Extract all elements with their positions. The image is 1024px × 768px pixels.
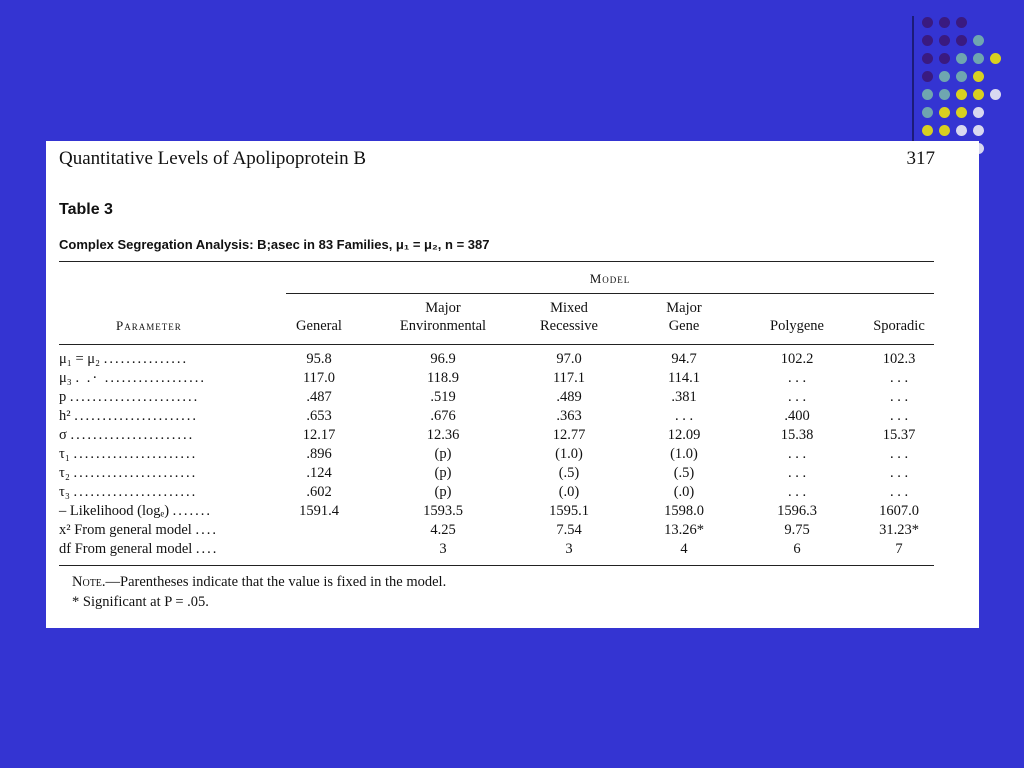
table-cell: . . .	[889, 408, 909, 424]
decorative-dot	[973, 125, 984, 136]
table-row	[46, 484, 979, 503]
parameter-name	[59, 446, 197, 463]
parameter-name	[59, 541, 218, 558]
table-cell: 15.37	[882, 427, 916, 443]
table-cell: 3	[439, 541, 447, 557]
parameter-label: μ₁ = μ₂	[59, 351, 101, 367]
column-header-major-environmental: Major Environmental	[399, 300, 487, 334]
page-number: 317	[906, 148, 935, 169]
dot-leader: ......................	[70, 427, 195, 443]
decorative-dot	[922, 125, 933, 136]
table-cell: .363	[556, 408, 582, 424]
decorative-dot	[939, 107, 950, 118]
table-caption: Complex Segregation Analysis: B;asec in 83 Families, μ₁ = μ₂, n = 387	[59, 237, 490, 252]
decorative-dot	[956, 89, 967, 100]
table-cell: (1.0)	[670, 446, 698, 462]
table-cell: 94.7	[671, 351, 697, 367]
table-cell: 9.75	[784, 522, 810, 538]
parameter-label: μ₃	[59, 370, 72, 386]
table-cell: (.5)	[673, 465, 695, 481]
table-cell: 6	[793, 541, 801, 557]
table-cell: . . .	[889, 465, 909, 481]
table-row	[46, 389, 979, 408]
column-header-mixed-recessive: Mixed Recessive	[540, 300, 598, 334]
decorative-dot	[956, 17, 967, 28]
table-cell: . . .	[787, 389, 807, 405]
decorative-dot	[956, 125, 967, 136]
dot-leader: .......................	[69, 389, 200, 405]
decorative-dot	[939, 71, 950, 82]
decorative-dot	[973, 35, 984, 46]
note-text: —Parentheses indicate that the value is fixed in the model.	[105, 574, 447, 590]
table-cell: .602	[306, 484, 332, 500]
table-cell: 1593.5	[423, 503, 463, 519]
table-cell: 97.0	[556, 351, 582, 367]
table-cell: .676	[430, 408, 456, 424]
table-cell: . . .	[787, 370, 807, 386]
decorative-dot	[990, 53, 1001, 64]
table-cell: 1596.3	[777, 503, 817, 519]
table-cell: 7	[895, 541, 903, 557]
table-cell: .124	[306, 465, 332, 481]
table-cell: 4	[680, 541, 688, 557]
parameter-name	[59, 427, 194, 444]
table-cell: (.0)	[558, 484, 580, 500]
table-cell: 3	[565, 541, 573, 557]
parameter-label: σ	[59, 427, 67, 443]
table-cell: .487	[306, 389, 332, 405]
table-row	[46, 370, 979, 389]
table-cell: 1595.1	[549, 503, 589, 519]
table-cell: 15.38	[780, 427, 814, 443]
table-cell: .896	[306, 446, 332, 462]
table-cell: . . .	[889, 370, 909, 386]
decorative-dot	[956, 35, 967, 46]
decorative-dot	[973, 53, 984, 64]
table-cell: 7.54	[556, 522, 582, 538]
dot-leader: ......................	[73, 465, 198, 481]
decorative-dot	[973, 89, 984, 100]
decorative-dot	[922, 89, 933, 100]
parameter-label: τ₁	[59, 446, 70, 462]
parameter-name	[59, 389, 199, 406]
table-cell: (p)	[434, 446, 452, 462]
table-cell: 12.77	[552, 427, 586, 443]
table-cell: . . .	[889, 484, 909, 500]
table-row	[46, 446, 979, 465]
decorative-dot	[939, 125, 950, 136]
table-cell: . . .	[787, 484, 807, 500]
table-cell: (p)	[434, 465, 452, 481]
parameter-label: τ₃	[59, 484, 70, 500]
decorative-dot	[939, 35, 950, 46]
table-cell: 117.0	[302, 370, 336, 386]
parameter-label: – Likelihood (logₑ)	[59, 503, 170, 519]
parameter-label: τ₂	[59, 465, 70, 481]
decorative-dot-grid	[922, 17, 1006, 157]
decorative-dot	[922, 53, 933, 64]
table-cell: 102.2	[780, 351, 814, 367]
decorative-dot	[922, 17, 933, 28]
parameter-column-header: Parameter	[116, 318, 182, 333]
dot-leader: ...............	[103, 351, 189, 367]
table-cell: 117.1	[552, 370, 586, 386]
table-cell: . . .	[889, 389, 909, 405]
table-row	[46, 522, 979, 541]
table-cell: 102.3	[882, 351, 916, 367]
note-label: Note.	[72, 574, 106, 590]
table-cell: 13.26*	[664, 522, 704, 538]
table-row	[46, 503, 979, 522]
parameter-name	[59, 465, 197, 482]
table-cell: .519	[430, 389, 456, 405]
running-header-title: Quantitative Levels of Apolipoprotein B	[59, 148, 367, 169]
table-cell: 31.23*	[879, 522, 919, 538]
table-cell: 12.17	[302, 427, 336, 443]
parameter-label: x² From general model	[59, 522, 192, 538]
table-cell: 118.9	[426, 370, 460, 386]
parameter-name	[59, 503, 212, 520]
decorative-dot	[939, 89, 950, 100]
table-cell: 12.36	[426, 427, 460, 443]
table-cell: . . .	[889, 446, 909, 462]
table-cell: .400	[784, 408, 810, 424]
dot-leader: ......................	[74, 408, 198, 424]
table-cell: 95.8	[306, 351, 332, 367]
dot-leader: ....	[195, 541, 219, 557]
table-row	[46, 351, 979, 370]
column-header-major-gene: Major Gene	[666, 300, 702, 334]
table-cell: . . .	[674, 408, 694, 424]
decorative-dot	[922, 71, 933, 82]
table-note	[72, 572, 446, 612]
footnote: * Significant at P = .05.	[72, 594, 209, 610]
dot-leader: ....	[195, 522, 218, 538]
table-cell: . . .	[787, 465, 807, 481]
dot-leader: . .· ..................	[75, 370, 207, 386]
column-header-polygene: Polygene	[770, 318, 824, 334]
decorative-dot	[973, 71, 984, 82]
decorative-dot	[922, 35, 933, 46]
top-rule	[59, 261, 934, 262]
parameter-label: df From general model	[59, 541, 193, 557]
dot-leader: .......	[172, 503, 213, 519]
decorative-dot	[939, 53, 950, 64]
parameter-name	[59, 484, 197, 501]
column-header-sporadic: Sporadic	[873, 318, 925, 334]
table-cell: .381	[671, 389, 697, 405]
table-cell: 1607.0	[879, 503, 919, 519]
decorative-dot	[922, 107, 933, 118]
table-cell: 1598.0	[664, 503, 704, 519]
decorative-dot	[956, 71, 967, 82]
parameter-name	[59, 351, 188, 368]
header-bottom-rule	[59, 344, 934, 345]
decorative-dot	[973, 107, 984, 118]
table-cell: (p)	[434, 484, 452, 500]
parameter-name	[59, 370, 206, 387]
table-cell: . . .	[787, 446, 807, 462]
table-cell: 1591.4	[299, 503, 339, 519]
note-line	[72, 572, 446, 592]
decorative-dot	[956, 107, 967, 118]
table-cell: (.5)	[558, 465, 580, 481]
decorative-vertical-line	[912, 16, 914, 142]
model-rule	[286, 293, 934, 294]
table-cell: .489	[556, 389, 582, 405]
parameter-label: h²	[59, 408, 71, 424]
table-cell: 4.25	[430, 522, 456, 538]
table-cell: (1.0)	[555, 446, 583, 462]
table-row	[46, 541, 979, 560]
decorative-dot	[939, 17, 950, 28]
dot-leader: ......................	[73, 446, 198, 462]
scanned-page	[46, 141, 979, 628]
dot-leader: ......................	[73, 484, 198, 500]
decorative-dot	[956, 53, 967, 64]
parameter-label: p	[59, 389, 67, 405]
table-cell: (.0)	[673, 484, 695, 500]
table-cell: .653	[306, 408, 332, 424]
table-cell: 114.1	[667, 370, 701, 386]
table-row	[46, 427, 979, 446]
column-header-general: General	[296, 318, 342, 334]
parameter-name	[59, 408, 198, 425]
decorative-dot	[990, 89, 1001, 100]
table-label: Table 3	[59, 201, 113, 218]
model-group-header: Model	[589, 271, 631, 286]
table-row	[46, 408, 979, 427]
table-cell: 96.9	[430, 351, 456, 367]
bottom-rule	[59, 565, 934, 566]
table-cell: 12.09	[667, 427, 701, 443]
table-row	[46, 465, 979, 484]
parameter-name	[59, 522, 218, 539]
